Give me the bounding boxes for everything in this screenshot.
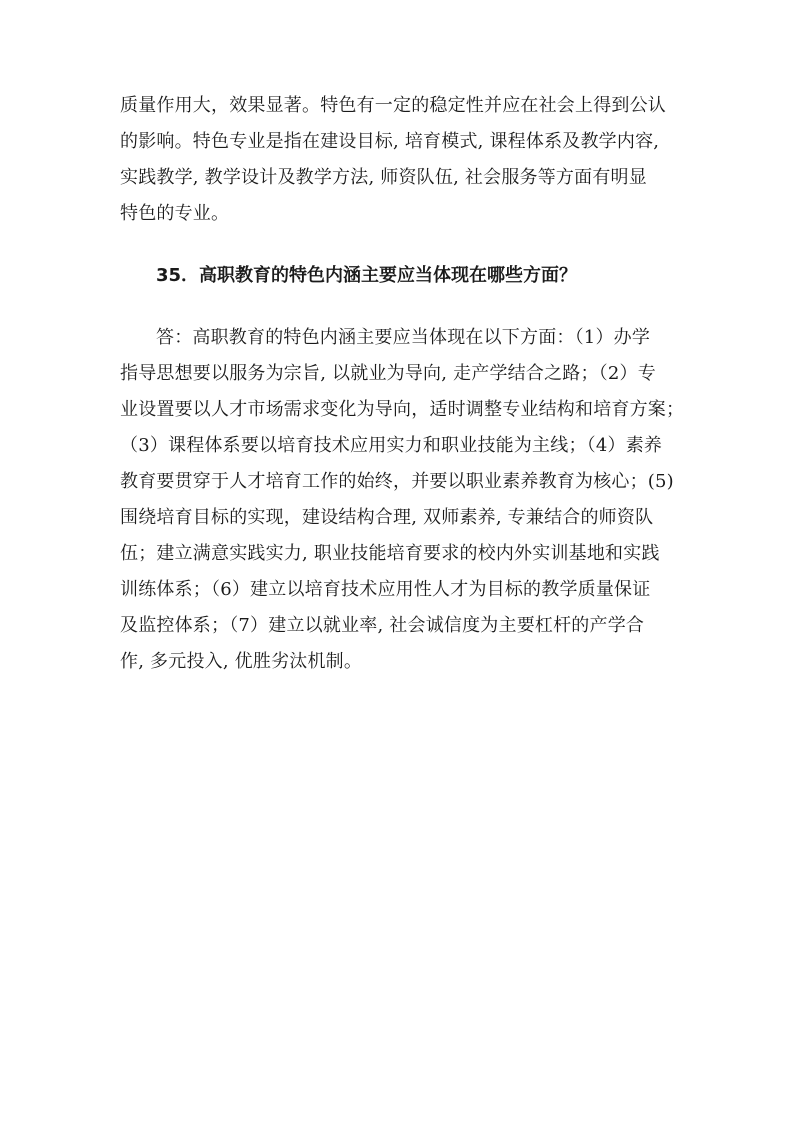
answer-line: 围绕培育目标的实现，建设结构合理, 双师素养, 专兼结合的师资队 (120, 507, 654, 528)
answer-line: 训练体系；（6）建立以培育技术应用性人才为目标的教学质量保证 (120, 579, 651, 600)
document-content (120, 88, 690, 680)
spacer (120, 294, 690, 320)
answer-line: 指导思想要以服务为宗旨, 以就业为导向, 走产学结合之路；（2）专 (120, 363, 656, 384)
answer-line: 教育要贯穿于人才培育工作的始终，并要以职业素养教育为核心；(5) (120, 471, 674, 492)
answer-line: 伍；建立满意实践实力, 职业技能培育要求的校内外实训基地和实践 (120, 543, 660, 564)
answer-line: 作, 多元投入, 优胜劣汰机制。 (120, 651, 363, 672)
paragraph-line: 的影响。特色专业是指在建设目标, 培育模式, 课程体系及教学内容, (120, 131, 660, 152)
intro-paragraph (120, 88, 690, 232)
spacer (120, 232, 690, 258)
paragraph-line: 质量作用大，效果显著。特色有一定的稳定性并应在社会上得到公认 (120, 95, 666, 116)
answer-paragraph (120, 320, 690, 680)
paragraph-line: 特色的专业。 (120, 203, 230, 224)
question-heading: 35．高职教育的特色内涵主要应当体现在哪些方面？ (156, 265, 578, 286)
answer-line: 业设置要以人才市场需求变化为导向，适时调整专业结构和培育方案； (120, 399, 685, 420)
answer-line: 答：高职教育的特色内涵主要应当体现在以下方面：（1）办学 (156, 327, 651, 348)
answer-line: （3）课程体系要以培育技术应用实力和职业技能为主线；（4）素养 (120, 435, 663, 456)
paragraph-line: 实践教学, 教学设计及教学方法, 师资队伍, 社会服务等方面有明显 (120, 167, 647, 188)
answer-line: 及监控体系；（7）建立以就业率, 社会诚信度为主要杠杆的产学合 (120, 615, 645, 636)
